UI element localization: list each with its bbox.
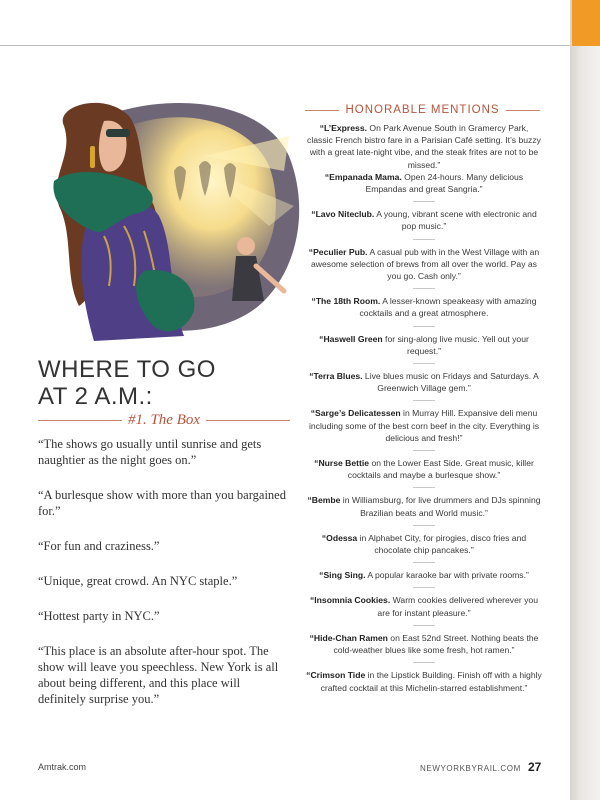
mention-item (306, 494, 542, 518)
mention-text: A young, vibrant scene with electronic and pop music.” (374, 209, 537, 232)
page-title (38, 356, 288, 410)
mention-name: “L’Express. (319, 123, 367, 133)
mention-name: “Bembe (307, 495, 341, 506)
box-heading-label: #1. The Box (127, 411, 201, 428)
mention-text: on the Lower East Side. Great music, killer cocktails and maybe a burlesque show.” (347, 458, 534, 481)
mention-name: “Lavo Niteclub. (311, 209, 375, 220)
title-line-2: AT 2 A.M.: (38, 383, 153, 410)
mention-item (306, 532, 542, 556)
mention-text: Live blues music on Fridays and Saturdays. A Greenwich Village gem.” (362, 371, 539, 394)
mention-text: A casual pub with in the West Village with an awesome selection of brews from all over the world. Pay as you go. Cash only.” (311, 246, 540, 282)
mention-divider (413, 662, 435, 663)
mention-name: “Sarge’s Delicatessen (310, 408, 401, 419)
mention-text: in the Lipstick Building. Finish off with a highly crafted cocktail at this Michelin-starred establishment.” (320, 670, 542, 693)
mention-item (306, 407, 542, 444)
mention-item (306, 246, 542, 283)
mention-name: “Hide-Chan Ramen (309, 632, 388, 643)
mention-text: for sing-along live music. Yell out your request.” (382, 333, 529, 356)
footer-amtrak-link[interactable]: Amtrak.com (38, 762, 87, 772)
mention-divider (413, 201, 435, 202)
mention-item (306, 569, 542, 581)
heading-rule-left (38, 420, 122, 421)
mention-text: A lesser-known speakeasy with amazing cocktails and a great atmosphere. (359, 296, 537, 319)
heading-rule-left (305, 110, 339, 111)
mention-divider (413, 239, 435, 240)
quote-item: “A burlesque show with more than you bargained for.” (38, 488, 286, 518)
page-edge (570, 0, 600, 800)
mention-name: “Odessa (321, 532, 358, 543)
mention-item (306, 208, 542, 232)
mention-name: “Empanada Mama. (324, 171, 402, 182)
mention-divider (413, 562, 435, 563)
mention-name: “The 18th Room. (311, 296, 381, 307)
mention-item (306, 171, 542, 195)
mention-divider (413, 326, 435, 327)
mention-text: On Park Avenue South in Gramercy Park, classic French bistro fare in a Parisian Café setting. It’s buzzy with a great late-night vibe, and the steak frites are not to be missed.” (307, 123, 541, 170)
quote-item: “For fun and craziness.” (38, 539, 160, 553)
mention-name: “Peculier Pub. (308, 246, 368, 257)
mention-item (306, 122, 542, 171)
quote-item: “The shows go usually until sunrise and gets naughtier as the night goes on.” (38, 437, 262, 467)
mention-item (306, 370, 542, 394)
page-number: 27 (528, 760, 542, 774)
mention-item (306, 295, 542, 319)
header-divider (0, 45, 570, 46)
mention-text: Warm cookies delivered wherever you are for instant pleasure.” (377, 595, 538, 618)
mention-name: “Insomnia Cookies. (310, 595, 391, 606)
honorable-mentions-label: HONORABLE MENTIONS (345, 104, 500, 116)
honorable-mentions-heading (305, 102, 540, 118)
mention-item (306, 333, 542, 357)
heading-rule-right (206, 420, 290, 421)
mention-name: “Crimson Tide (306, 670, 366, 681)
mention-divider (413, 525, 435, 526)
mentions-list (306, 122, 542, 694)
mention-name: “Sing Sing. (319, 570, 366, 581)
mention-name: “Haswell Green (319, 333, 383, 344)
mention-item (306, 669, 542, 693)
mention-text: in Alphabet City, for pirogies, disco fries and chocolate chip pancakes.” (357, 532, 527, 556)
quote-item: “Hottest party in NYC.” (38, 609, 160, 623)
footer-site-url[interactable]: NEWYORKBYRAIL.COM (420, 764, 521, 773)
mention-text: A popular karaoke bar with private rooms.” (365, 570, 529, 581)
mention-divider (413, 400, 435, 401)
mention-name: “Terra Blues. (309, 371, 363, 382)
mention-divider (413, 487, 435, 488)
mention-text: in Murray Hill. Expansive deli menu including some of the best corn beef in the city. Everything is delicious and fresh!” (308, 408, 540, 443)
mention-name: “Nurse Bettie (314, 458, 370, 469)
section-tab (572, 0, 600, 46)
mention-divider (413, 450, 435, 451)
mention-item (306, 457, 542, 481)
mention-divider (413, 625, 435, 626)
quote-item: “This place is an absolute after-hour spot. The show will leave you speechless. New York is all about being different, and this place will definitely surprise you.” (38, 644, 279, 706)
mention-text: Open 24-hours. Many delicious Empandas and great Sangria.” (365, 171, 524, 195)
quote-item: “Unique, great crowd. An NYC staple.” (38, 574, 238, 588)
box-heading (38, 410, 290, 430)
mention-item (306, 632, 542, 656)
mention-divider (413, 288, 435, 289)
heading-rule-right (506, 110, 540, 111)
quotes-list (38, 436, 290, 726)
mention-item (306, 594, 542, 618)
mention-text: on East 52nd Street. Nothing beats the cold-weather blues like some fresh, hot ramen.” (333, 632, 539, 656)
mention-divider (413, 587, 435, 588)
mention-divider (413, 363, 435, 364)
mention-text: in Williamsburg, for live drummers and DJs spinning Brazilian beats and World music.” (340, 495, 541, 518)
title-line-1: WHERE TO GO (38, 356, 216, 383)
nightlife-illustration-icon (34, 96, 304, 356)
